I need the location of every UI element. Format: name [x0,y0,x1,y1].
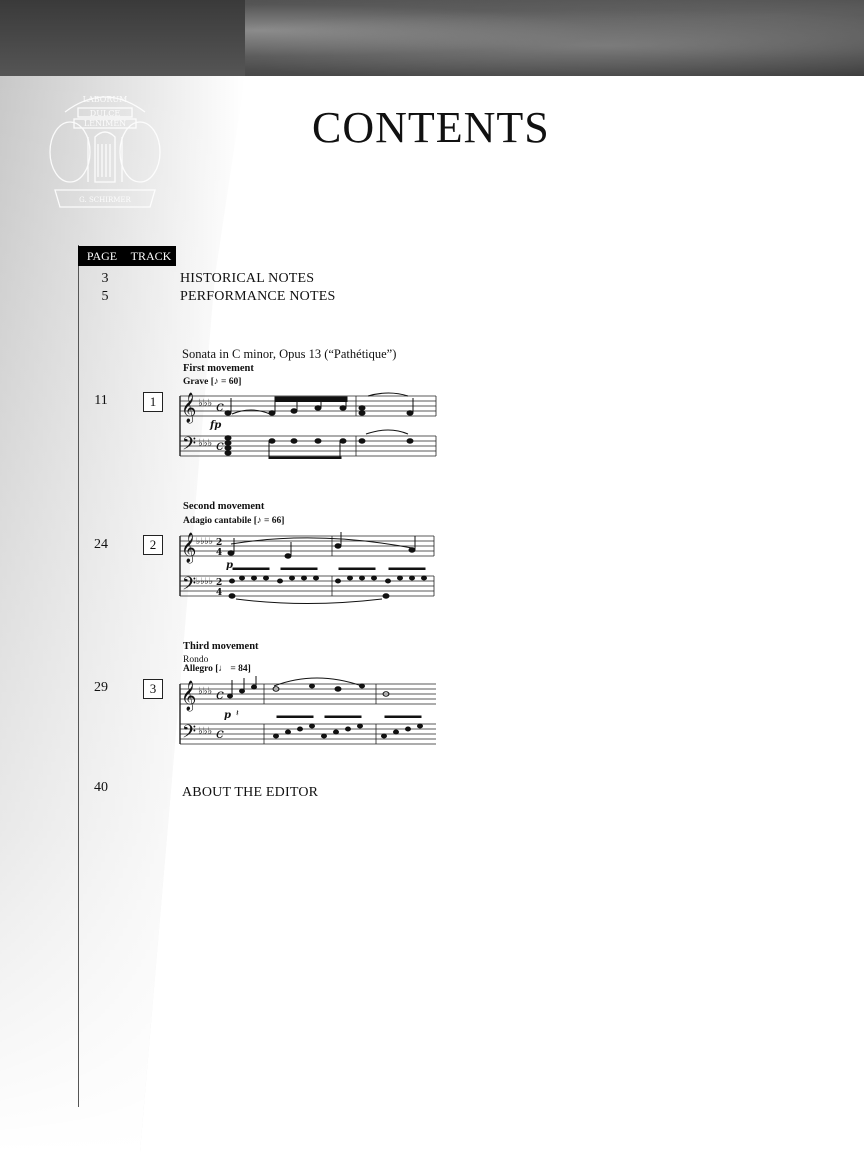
svg-text:c: c [216,726,224,742]
movement-2-incipit [176,526,438,604]
entry-historical-notes[interactable]: HISTORICAL NOTES [180,271,315,286]
page-title: CONTENTS [312,103,550,152]
column-header [78,246,176,266]
movement-3-track-box[interactable]: 3 [143,679,163,699]
svg-text:𝄞: 𝄞 [181,533,197,563]
svg-text:4: 4 [216,548,223,558]
movement-3-timesig: c [216,687,224,703]
seal-text-3: LENIMEN [83,119,127,128]
svg-text:♭♭♭: ♭♭♭ [198,438,213,449]
entry-page-historical: 3 [101,271,109,286]
svg-text:𝄢: 𝄢 [182,722,197,747]
movement-1-incipit [176,386,438,464]
seal-text-1: LABORUM [82,95,128,104]
movement-1-track-box[interactable]: 1 [143,392,163,412]
movement-2-page: 24 [94,537,108,552]
movement-2-dynamic: p [226,560,233,571]
sonata-title[interactable]: Sonata in C minor, Opus 13 (“Pathétique”) [182,347,397,361]
movement-3-subtitle: Rondo [183,655,209,665]
entry-about-the-editor[interactable]: ABOUT THE EDITOR [182,785,319,800]
svg-text:2: 2 [216,578,223,588]
svg-text:𝄢: 𝄢 [182,434,197,459]
movement-3-title[interactable]: Third movement [183,641,259,652]
svg-text:𝄢: 𝄢 [182,574,197,599]
svg-text:𝄞: 𝄞 [181,681,197,711]
left-gray-gradient-panel [0,76,864,1152]
seal-text-4: G. SCHIRMER [79,196,131,204]
movement-3-page: 29 [94,680,108,695]
movement-1-dynamic: fp [210,420,222,431]
movement-2-track-box[interactable]: 2 [143,535,163,555]
column-divider-line [78,245,79,1107]
svg-text:♭♭♭: ♭♭♭ [198,686,213,697]
entry-performance-notes[interactable]: PERFORMANCE NOTES [180,289,336,304]
entry-page-editor: 40 [94,780,108,795]
page-column-label: PAGE [86,248,118,263]
svg-text:♭♭♭♭: ♭♭♭♭ [196,537,213,547]
seal-text-2: DULCE [89,109,121,118]
svg-text:c: c [216,438,224,454]
svg-text:2: 2 [216,538,223,548]
svg-text:♭♭♭♭: ♭♭♭♭ [196,577,213,587]
entry-page-performance: 5 [101,289,109,304]
movement-2-title[interactable]: Second movement [183,501,265,512]
movement-3-dynamic: p [224,710,231,721]
movement-3-incipit [176,674,438,752]
track-column-label: TRACK [130,248,172,263]
svg-text:♭♭♭: ♭♭♭ [198,398,213,409]
top-band-dark-panel [0,0,245,76]
movement-1-timesig: c [216,399,224,415]
svg-text:4: 4 [216,588,223,598]
svg-text:♭♭♭: ♭♭♭ [198,726,213,737]
svg-text:𝄞: 𝄞 [181,393,197,423]
movement-1-tempo: Grave [♪ = 60] [183,377,242,387]
schirmer-seal-logo [40,82,170,217]
movement-1-title[interactable]: First movement [183,363,254,374]
svg-text:𝄽: 𝄽 [236,709,239,719]
movement-2-tempo: Adagio cantabile [♪ = 66] [183,516,285,526]
movement-3-tempo: Allegro [♩ = 84] [183,664,251,674]
movement-1-page: 11 [94,393,108,408]
